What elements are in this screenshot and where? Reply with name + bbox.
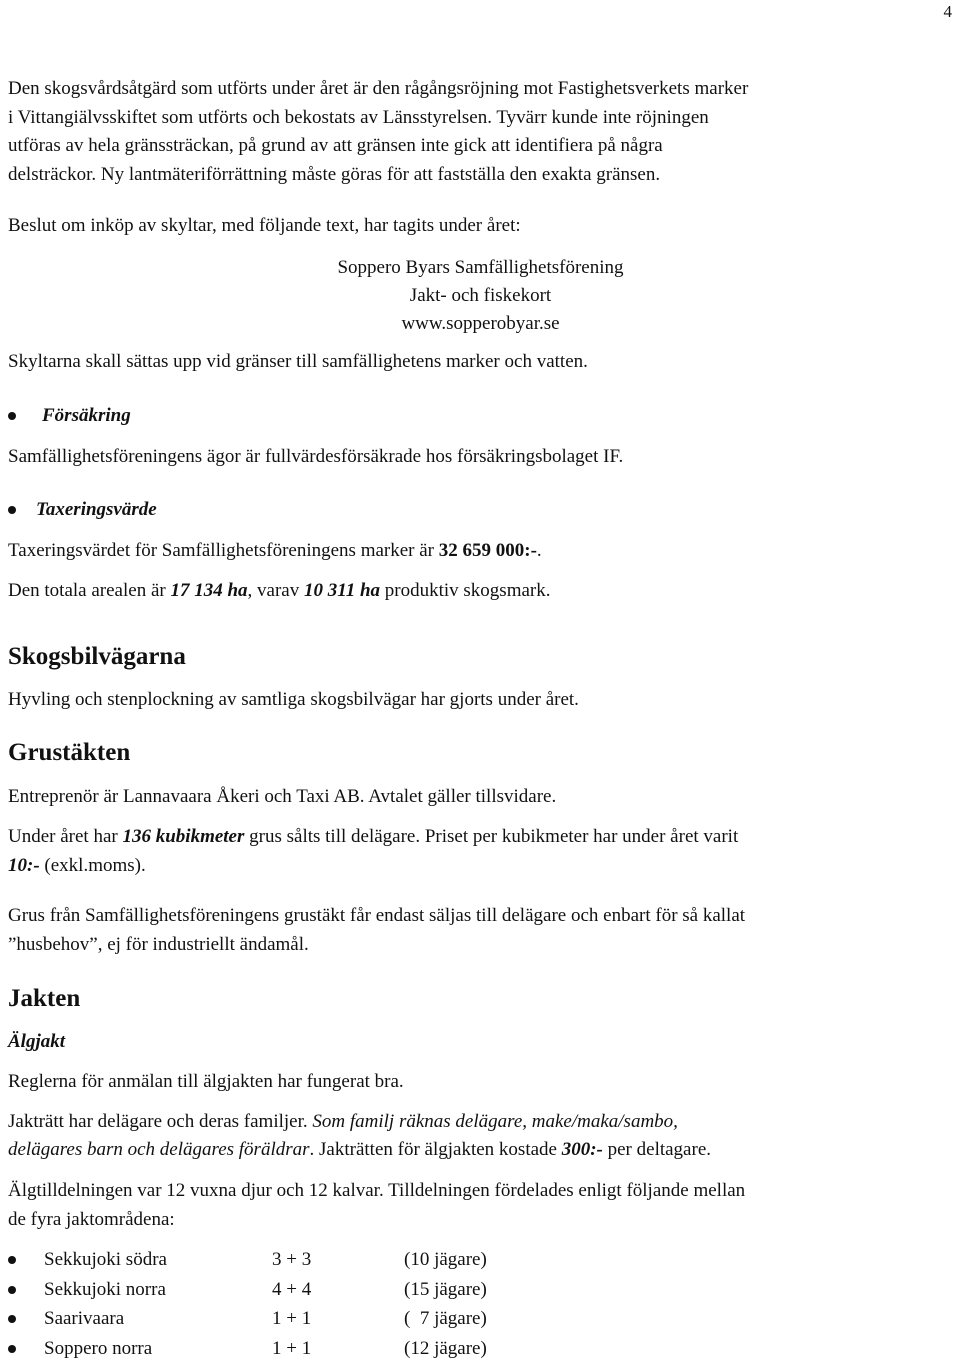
hunting-price-suffix: per deltagare. xyxy=(602,1139,712,1160)
insurance-text: Samfällighetsföreningens ägor är fullvärdesförsäkrade hos försäkringsbolaget IF. xyxy=(8,446,624,467)
bullet-icon xyxy=(8,1256,16,1264)
gravel-price-label: grus sålts till delägare. Priset per kubikmeter har under året varit xyxy=(244,826,739,847)
total-area-value: 17 134 ha xyxy=(170,580,248,601)
valuation-line-1 xyxy=(8,536,542,565)
bullet-icon xyxy=(8,1315,16,1323)
gravel-line-3 xyxy=(8,851,146,880)
forest-area-value: 10 311 ha xyxy=(304,580,381,601)
gravel-line-5: ”husbehov”, ej för industriellt ändamål. xyxy=(8,934,309,955)
insurance-heading-text: Försäkring xyxy=(42,405,131,426)
bullet-icon xyxy=(8,412,16,420)
area-hunters: (12 jägare) xyxy=(404,1337,487,1359)
area-name: Soppero norra xyxy=(44,1337,153,1359)
page-number: 4 xyxy=(943,2,952,21)
moose-hunt-subheading: Älgjakt xyxy=(8,1031,66,1052)
hunting-line-5: de fyra jaktområdena: xyxy=(8,1209,175,1230)
area-suffix: produktiv skogsmark. xyxy=(380,580,551,601)
area-label: Den totala arealen är xyxy=(8,580,171,601)
valuation-heading-text: Taxeringsvärde xyxy=(36,499,157,520)
bullet-icon xyxy=(8,506,16,514)
hunting-line-4: Älgtilldelningen var 12 vuxna djur och 12 kalvar. Tilldelningen fördelades enligt följande mellan xyxy=(8,1180,746,1201)
sign-text-line-2: Jakt- och fiskekort xyxy=(409,285,552,306)
hunting-rights-text: Jakträtt har delägare och deras familjer. xyxy=(8,1111,313,1132)
sign-text-line-1: Soppero Byars Samfällighetsförening xyxy=(337,257,624,278)
area-name: Sekkujoki norra xyxy=(44,1278,166,1300)
area-allocation: 3 + 3 xyxy=(272,1249,312,1270)
area-hunters: (15 jägare) xyxy=(404,1278,487,1300)
gravel-amount: 136 kubikmeter xyxy=(122,826,245,847)
hunting-price: 300:- xyxy=(561,1139,603,1160)
sign-text-line-3: www.sopperobyar.se xyxy=(401,313,560,334)
hunting-heading: Jakten xyxy=(8,985,81,1012)
intro-line-4: delsträckor. Ny lantmäteriförrättning måste göras för att fastställa den exakta gränsen. xyxy=(8,164,661,185)
valuation-period: . xyxy=(536,540,542,561)
gravel-heading: Grustäkten xyxy=(8,739,131,766)
area-name: Sekkujoki södra xyxy=(44,1249,167,1270)
gravel-vat-note: (exkl.moms). xyxy=(39,855,146,876)
area-mid: , varav xyxy=(247,580,304,601)
area-name: Saarivaara xyxy=(44,1308,125,1329)
valuation-label: Taxeringsvärdet för Samfällighetsföreningens marker är xyxy=(8,540,439,561)
signs-placement: Skyltarna skall sättas upp vid gränser till samfällighetens marker och vatten. xyxy=(8,351,588,372)
gravel-line-2 xyxy=(8,822,738,851)
signs-intro: Beslut om inköp av skyltar, med följande text, har tagits under året: xyxy=(8,215,521,236)
hunting-cost-label: . Jakträtten för älgjakten kostade xyxy=(309,1139,562,1160)
gravel-sold-label: Under året har xyxy=(8,826,123,847)
bullet-icon xyxy=(8,1345,16,1353)
gravel-line-1: Entreprenör är Lannavaara Åkeri och Taxi AB. Avtalet gäller tillsvidare. xyxy=(8,786,557,807)
intro-line-1: Den skogsvårdsåtgärd som utförts under året är den rågångsröjning mot Fastighetsverkets marker xyxy=(8,78,749,99)
area-hunters: ( 7 jägare) xyxy=(404,1308,487,1329)
roads-heading: Skogsbilvägarna xyxy=(8,643,186,670)
gravel-price: 10:- xyxy=(8,855,40,876)
hunting-line-2 xyxy=(8,1107,678,1136)
family-definition-1: Som familj räknas delägare, make/maka/sambo, xyxy=(312,1111,678,1132)
hunting-line-3 xyxy=(8,1135,711,1164)
area-hunters: (10 jägare) xyxy=(404,1249,487,1270)
roads-text: Hyvling och stenplockning av samtliga skogsbilvägar har gjorts under året. xyxy=(8,689,579,710)
bullet-icon xyxy=(8,1286,16,1294)
valuation-value: 32 659 000:- xyxy=(438,540,537,561)
area-allocation: 1 + 1 xyxy=(272,1308,312,1329)
area-line xyxy=(8,576,551,605)
area-allocation: 1 + 1 xyxy=(272,1337,312,1359)
gravel-line-4: Grus från Samfällighetsföreningens grustäkt får endast säljas till delägare och enbart för så kallat xyxy=(8,905,746,926)
intro-line-2: i Vittangiälvsskiftet som utförts och bekostats av Länsstyrelsen. Tyvärr kunde inte röjningen xyxy=(8,107,709,128)
hunting-line-1: Reglerna för anmälan till älgjakten har fungerat bra. xyxy=(8,1071,404,1092)
family-definition-2: delägares barn och delägares föräldrar xyxy=(8,1139,310,1160)
area-allocation: 4 + 4 xyxy=(272,1278,312,1300)
intro-line-3: utföras av hela gränssträckan, på grund av att gränsen inte gick att identifiera på några xyxy=(8,135,663,156)
